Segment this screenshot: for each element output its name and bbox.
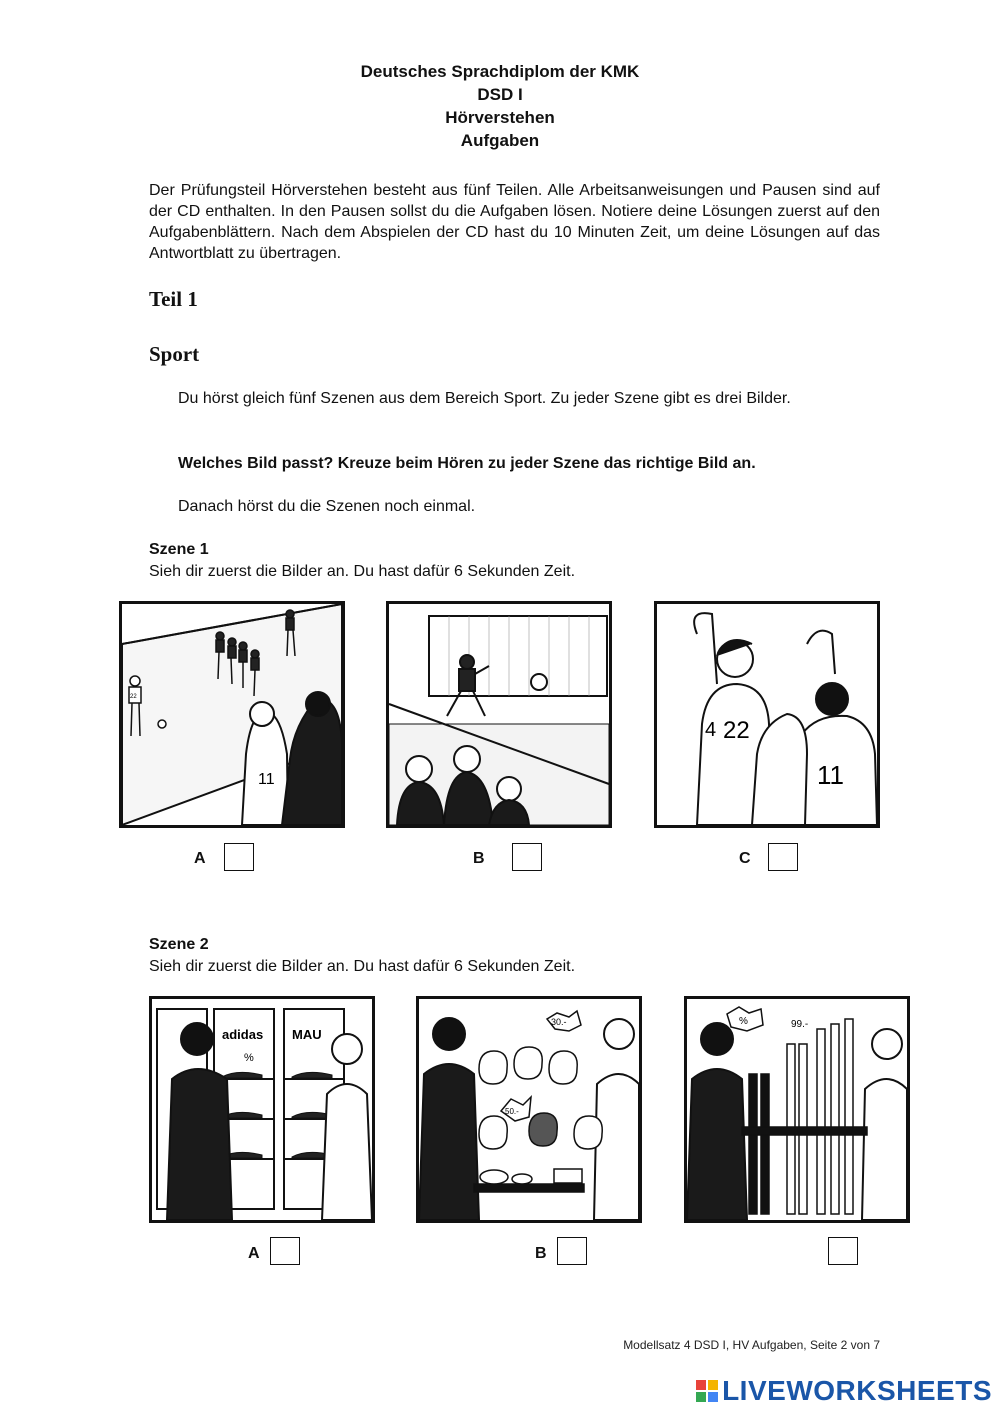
header-line-2: DSD I xyxy=(477,85,523,104)
instruction-1: Du hörst gleich fünf Szenen aus dem Bereich Sport. Zu jeder Szene gibt es drei Bilder. xyxy=(178,390,791,407)
sale-sticker-price-2: 50.- xyxy=(505,1107,519,1116)
scene-1-option-a-checkbox[interactable] xyxy=(224,843,254,871)
football-field-illustration xyxy=(122,604,342,825)
sale-sticker-price: 30.- xyxy=(551,1017,567,1027)
scene-1-option-b-checkbox[interactable] xyxy=(512,843,542,871)
header-line-4: Aufgaben xyxy=(460,131,540,150)
scene-1-option-c-checkbox[interactable] xyxy=(768,843,798,871)
scene-2-subtitle: Sieh dir zuerst die Bilder an. Du hast dafür 6 Sekunden Zeit. xyxy=(149,958,576,975)
scene-2-image-a xyxy=(149,996,375,1223)
part-title: Teil 1 xyxy=(149,287,198,311)
header-line-3: Hörverstehen xyxy=(445,108,555,127)
far-player-number: 22 xyxy=(130,694,137,700)
scene-1-image-b xyxy=(386,601,612,828)
scene-1-image-c xyxy=(654,601,880,828)
scene-2-image-b xyxy=(416,996,642,1223)
jersey-number-middle: 22 xyxy=(723,717,750,744)
scene-1-image-a xyxy=(119,601,345,828)
brand-color-grid-icon xyxy=(696,1380,718,1402)
discount-sticker: % xyxy=(739,1016,748,1027)
percent-sign: % xyxy=(244,1052,254,1064)
scene-2-option-b-checkbox[interactable] xyxy=(557,1237,587,1265)
boxing-gloves-shop-illustration xyxy=(419,999,639,1220)
ski-price-tag: 99.- xyxy=(791,1019,809,1030)
brand-label-2: MAU xyxy=(292,1027,322,1042)
instruction-3: Danach hörst du die Szenen noch einmal. xyxy=(178,498,476,515)
ski-shop-illustration xyxy=(687,999,907,1220)
jersey-number-right: 11 xyxy=(817,760,844,790)
scene-1-subtitle: Sieh dir zuerst die Bilder an. Du hast dafür 6 Sekunden Zeit. xyxy=(149,563,576,580)
scene-1-option-a-label: A xyxy=(194,850,206,867)
scene-1-option-c-label: C xyxy=(739,850,751,867)
brand-label-1: adidas xyxy=(222,1027,264,1042)
liveworksheets-logo xyxy=(696,1375,992,1407)
jersey-number-left: 4 xyxy=(705,719,717,741)
scene-2-option-a-checkbox[interactable] xyxy=(270,1237,300,1265)
instruction-2: Welches Bild passt? Kreuze beim Hören zu jeder Szene das richtige Bild an. xyxy=(178,455,756,472)
brand-text: LIVEWORKSHEETS xyxy=(722,1375,992,1406)
document-header xyxy=(0,60,1000,152)
scene-2-image-c xyxy=(684,996,910,1223)
goalkeeper-illustration xyxy=(389,604,609,825)
scene-2-title: Szene 2 xyxy=(149,936,209,953)
scene-2-option-a-label: A xyxy=(248,1245,260,1262)
page-footer: Modellsatz 4 DSD I, HV Aufgaben, Seite 2 von 7 xyxy=(623,1338,880,1352)
scene-1-title: Szene 1 xyxy=(149,541,209,558)
topic-title: Sport xyxy=(149,342,200,366)
header-line-1: Deutsches Sprachdiplom der KMK xyxy=(360,62,640,81)
player-jersey-number: 11 xyxy=(258,771,275,788)
scene-2-option-c-checkbox[interactable] xyxy=(828,1237,858,1265)
celebrating-players-illustration xyxy=(657,604,877,825)
intro-paragraph: Der Prüfungsteil Hörverstehen besteht aus fünf Teilen. Alle Arbeitsanweisungen und Pausen sind auf der CD enthalten. In den Pausen sollst du die Aufgaben lösen. Notiere deine Lösungen zuerst auf den Aufgabenblättern. Nach dem Abspielen der CD hast du 10 Minuten Zeit, um deine Lösungen auf das Antwortblatt zu übertragen. xyxy=(149,182,880,262)
scene-1-option-b-label: B xyxy=(473,850,485,867)
scene-2-option-b-label: B xyxy=(535,1245,547,1262)
shoe-shop-illustration xyxy=(152,999,372,1220)
